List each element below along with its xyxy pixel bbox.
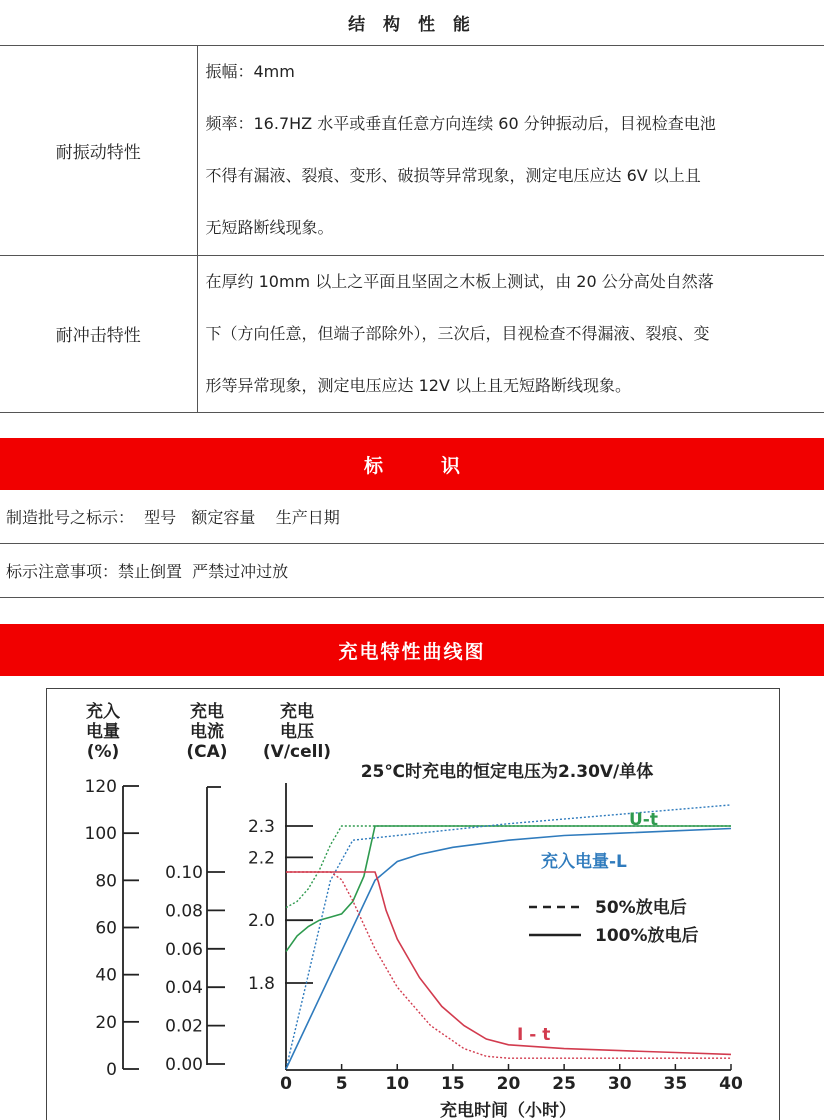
- capacity-tick-label: 20: [95, 1012, 117, 1033]
- capacity-tick-label: 40: [95, 965, 117, 986]
- x-tick-label: 40: [719, 1074, 743, 1094]
- voltage-axis-label: 充电: [280, 702, 314, 722]
- current-axis-label: (CA): [186, 742, 228, 762]
- structure-table: [0, 46, 824, 413]
- current-tick-label: 0.06: [165, 939, 203, 960]
- impact-name: 耐冲击特性: [0, 255, 197, 412]
- desc-line: 无短路断线现象。: [205, 218, 334, 238]
- capacity-tick-label: 60: [95, 918, 117, 939]
- vibration-desc: [197, 46, 824, 255]
- desc-line: 频率：16.7HZ 水平或垂直任意方向连续 60 分钟振动后，目视检查电池: [205, 114, 716, 134]
- x-tick-label: 35: [663, 1074, 688, 1094]
- desc-line: 下（方向任意，但端子部除外），三次后，目视检查不得漏液、裂痕、变: [205, 323, 710, 343]
- legend-solid-label: 100%放电后: [595, 926, 699, 946]
- capacity-axis-label: 充入: [86, 702, 120, 722]
- series-capacity-solid-line: [286, 829, 731, 1070]
- current-axis-label: 电流: [190, 722, 224, 742]
- legend-dashed-label: 50%放电后: [595, 898, 687, 918]
- structure-title: 结 构 性 能: [0, 0, 824, 46]
- series-voltage-dashed-line: [286, 826, 731, 908]
- vibration-name: 耐振动特性: [0, 46, 197, 255]
- voltage-curve-label: U-t: [629, 810, 658, 830]
- voltage-tick-label: 2.0: [247, 911, 275, 932]
- x-tick-label: 10: [385, 1074, 410, 1094]
- voltage-tick-label: 2.2: [247, 848, 275, 869]
- x-tick-label: 20: [496, 1074, 521, 1094]
- capacity-tick-label: 80: [95, 871, 117, 892]
- capacity-curve-label: 充入电量-L: [541, 852, 627, 872]
- current-tick-label: 0.02: [165, 1016, 203, 1037]
- desc-line: 在厚约 10mm 以上之平面且坚固之木板上测试，由 20 公分高处自然落: [205, 271, 714, 291]
- x-tick-label: 0: [280, 1074, 292, 1094]
- capacity-axis-label: 电量: [86, 722, 120, 742]
- x-tick-label: 30: [607, 1074, 632, 1094]
- desc-line: 不得有漏液、裂痕、变形、破损等异常现象，测定电压应达 6V 以上且: [205, 166, 701, 186]
- capacity-axis-label: (%): [86, 742, 120, 762]
- desc-line: 振幅：4mm: [205, 62, 295, 82]
- current-tick-label: 0.00: [165, 1055, 203, 1075]
- current-curve-label: I - t: [517, 1025, 551, 1045]
- impact-desc: [197, 255, 824, 412]
- voltage-axis-label: (V/cell): [262, 742, 332, 762]
- capacity-tick-label: 100: [84, 824, 117, 845]
- charge-chart: [46, 688, 780, 1120]
- desc-line: 形等异常现象，测定电压应达 12V 以上且无短路断线现象。: [205, 375, 631, 395]
- current-tick-label: 0.08: [165, 901, 203, 922]
- voltage-tick-label: 2.3: [247, 817, 275, 837]
- table-row: [0, 255, 824, 412]
- x-axis-label: 充电时间（小时）: [440, 1101, 576, 1120]
- x-tick-label: 25: [552, 1074, 576, 1094]
- x-tick-label: 5: [335, 1074, 348, 1094]
- x-tick-label: 15: [441, 1074, 465, 1094]
- table-row: [0, 46, 824, 255]
- marking-batch-line: 制造批号之标示： 型号 额定容量 生产日期: [0, 490, 824, 544]
- charge-chart-svg: [47, 689, 781, 1120]
- marking-header: 标识: [0, 438, 824, 490]
- capacity-tick-label: 0: [106, 1060, 117, 1080]
- capacity-tick-label: 120: [84, 777, 117, 797]
- current-tick-label: 0.04: [165, 978, 203, 999]
- charge-curve-header: 充电特性曲线图: [0, 624, 824, 676]
- marking-notice-line: 标示注意事项：禁止倒置 严禁过冲过放: [0, 544, 824, 598]
- current-axis-label: 充电: [190, 702, 224, 722]
- voltage-tick-label: 1.8: [247, 974, 275, 994]
- voltage-axis-label: 电压: [280, 722, 314, 742]
- chart-title: 25℃时充电的恒定电压为2.30V/单体: [360, 762, 654, 782]
- current-tick-label: 0.10: [165, 863, 203, 883]
